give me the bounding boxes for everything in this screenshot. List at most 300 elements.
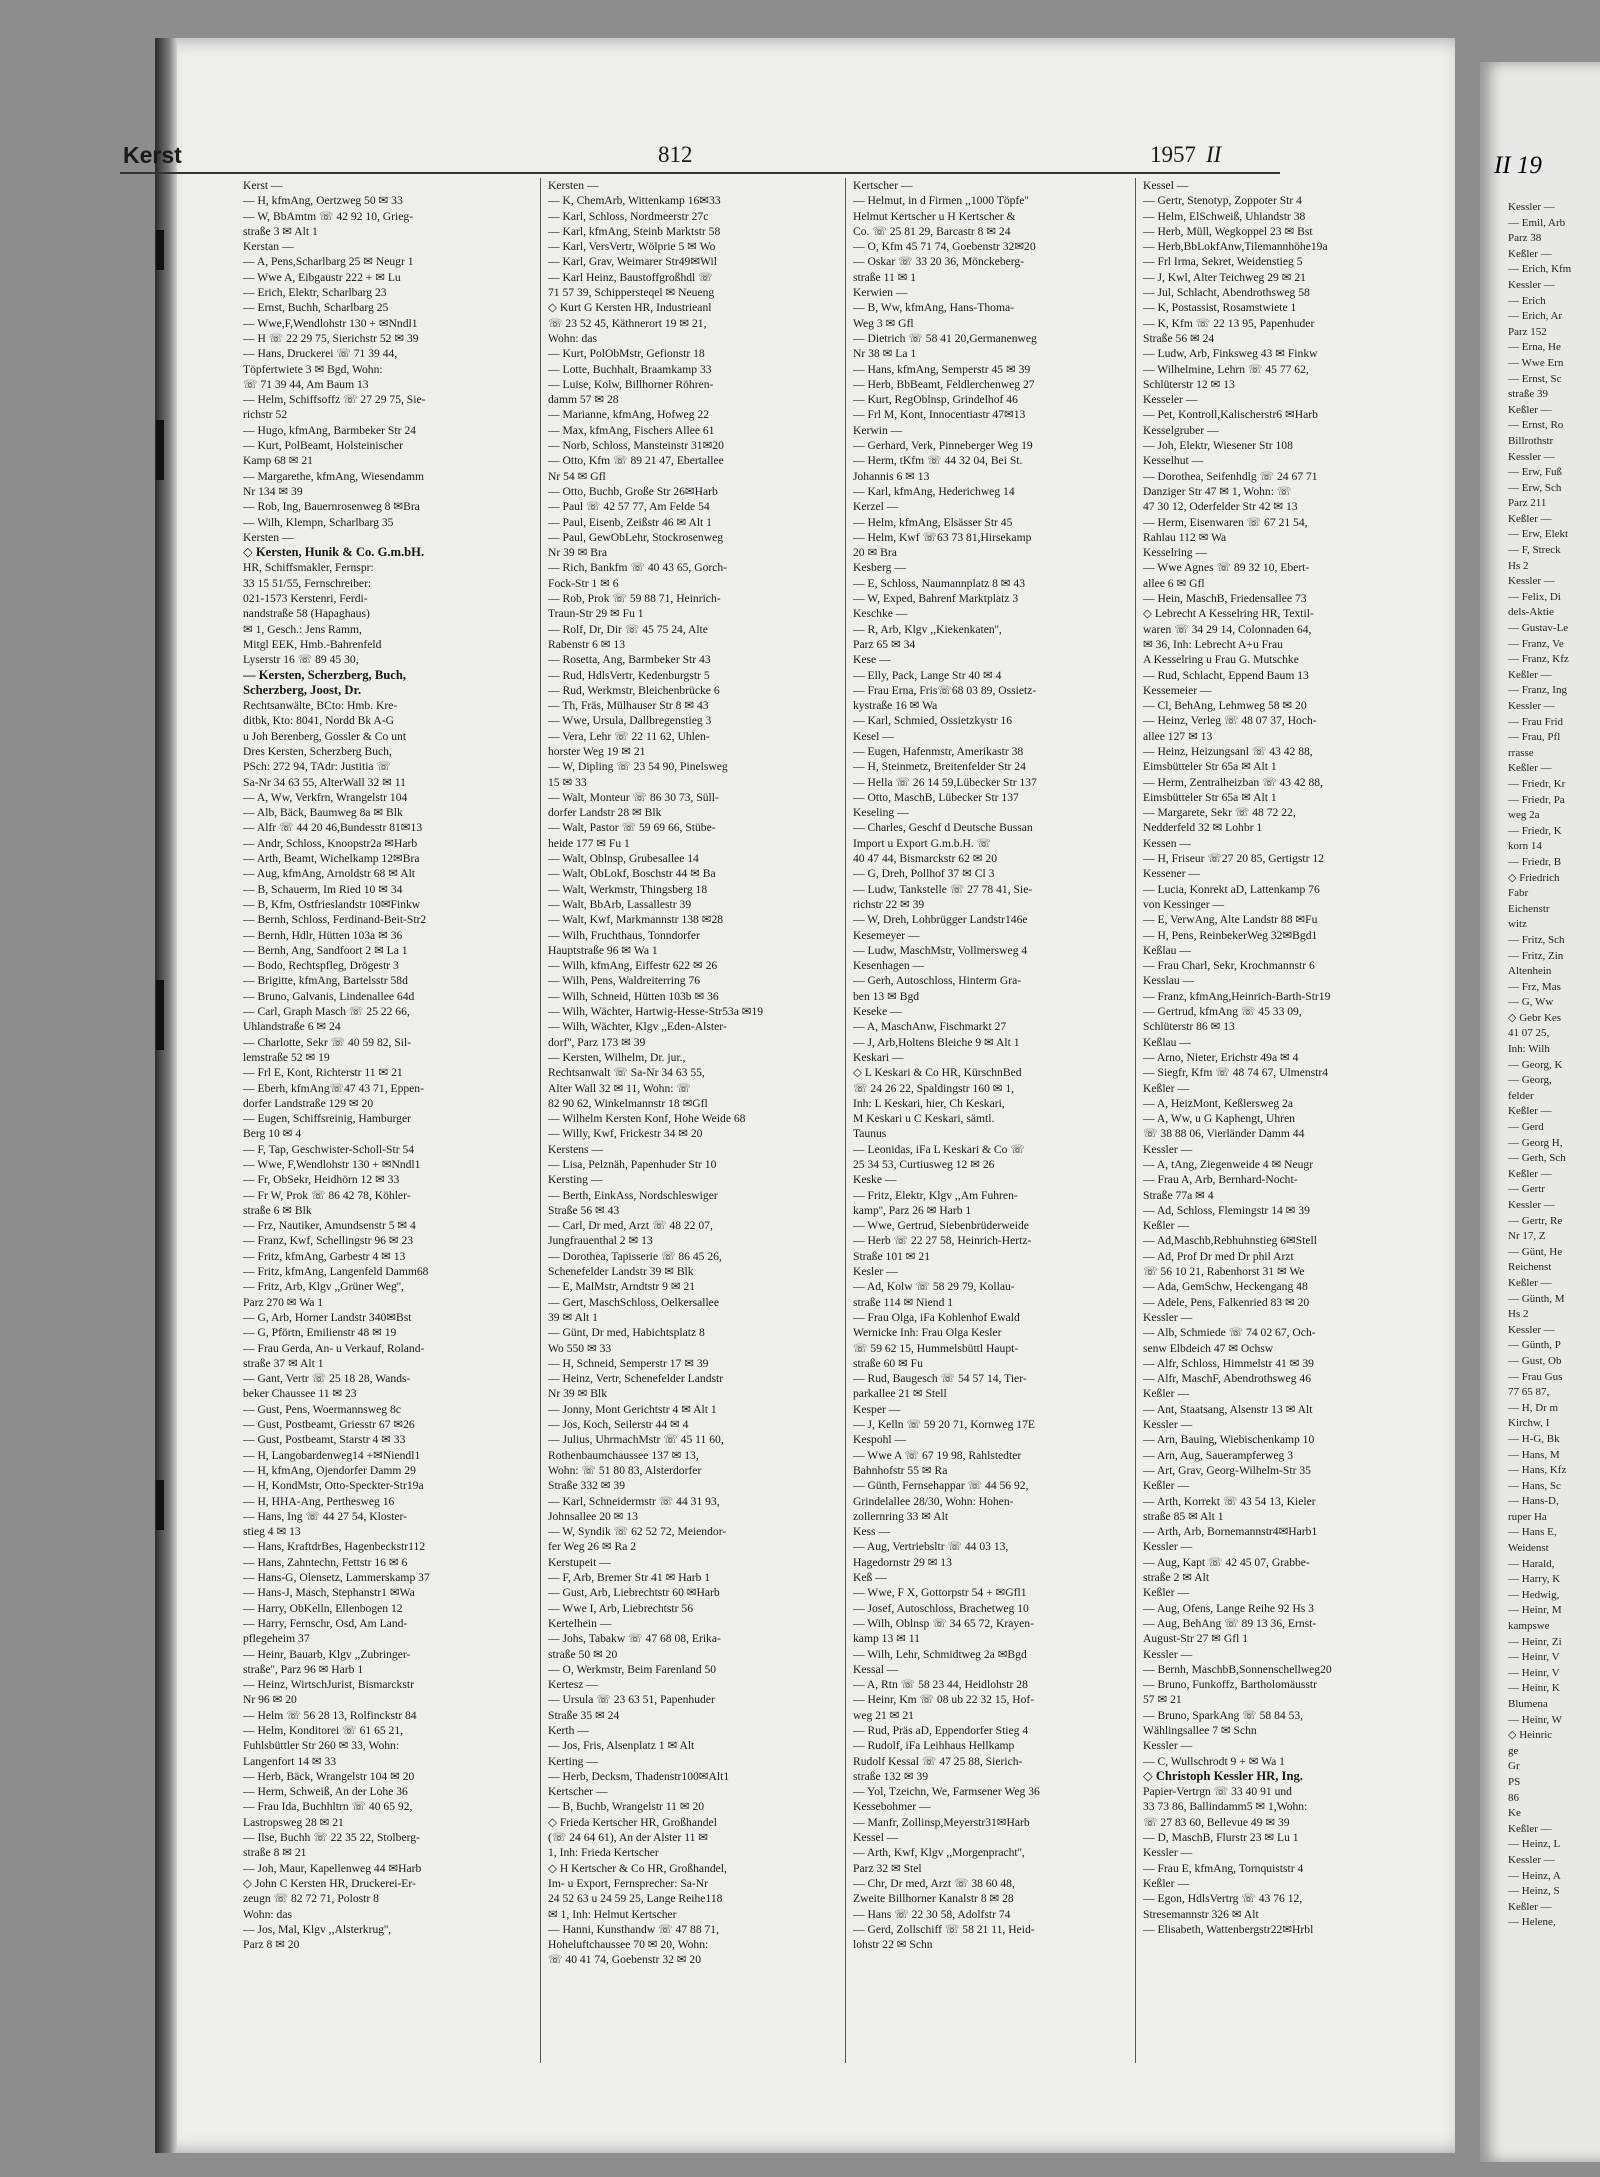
column-divider [1135,178,1136,2063]
entry-line: — Bruno, Galvanis, Lindenallee 64d [243,989,415,1003]
binding-mark [156,420,164,480]
entry-line: 1, Inh: Frieda Kertscher [548,1846,659,1860]
entry-line: — Ernst, Buchh, Scharlbarg 25 [243,301,389,315]
entry-line: Kerting — [548,1754,598,1768]
entry-line: — Fritz, Elektr, Klgv ,,Am Fuhren- [853,1188,1018,1202]
entry-line: — Manfr, Zollinsp,Meyerstr31✉Harb [853,1815,1030,1829]
entry-line: straße 8 ✉ 21 [243,1846,307,1860]
entry-line: Kerst — [243,179,283,192]
year: 1957 [1150,142,1196,167]
entry-line: kystraße 16 ✉ Wa [853,699,938,713]
adjacent-entry-line: ◇ Gebr Kes [1508,1011,1562,1024]
entry-line: Nr 134 ✉ 39 [243,484,303,498]
entry-line: straße 60 ✉ Fu [853,1356,923,1370]
entry-line: — F, Tap, Geschwister-Scholl-Str 54 [243,1142,415,1156]
entry-line: — Herb, Decksm, Thadenstr100✉Alt1 [548,1769,730,1783]
entry-line: — K, Kfm ☏ 22 13 95, Papenhuder [1143,316,1315,330]
adjacent-entry-line: Eichenstr [1508,902,1550,915]
entry-line: — Paul ☏ 42 57 77, Am Felde 54 [548,500,710,514]
entry-line: — Arn, Aug, Sauerampferweg 3 [1143,1448,1294,1462]
entry-line: ✉ 36, Inh: Lebrecht A+u Frau [1143,637,1283,651]
entry-line: — Frl E, Kont, Richterstr 11 ✉ 21 [243,1066,403,1080]
entry-line: — Fritz, Arb, Klgv ,,Grüner Weg'', [243,1280,404,1294]
entry-line: — Wilh, Wächter, Klgv ,,Eden-Alster- [548,1020,727,1034]
entry-line: — Hanni, Kunsthandw ☏ 47 88 71, [548,1922,720,1936]
entry-line: Parz 270 ✉ Wa 1 [243,1295,324,1309]
adjacent-entry-line: — Wwe Ern [1508,356,1564,369]
entry-line: — Karl, Schloss, Nordmeerstr 27c [548,209,709,223]
page-binding [155,38,177,2153]
entry-line: Wohn: das [548,331,597,345]
entry-line: — Arn, Bauing, Wiebischenkamp 10 [1143,1433,1315,1447]
entry-line: — Julius, UhrmachMstr ☏ 45 11 60, [548,1433,724,1447]
entry-line: — Frau Ida, Buchhltrn ☏ 40 65 92, [243,1800,413,1814]
entry-line: Kessener — [1143,867,1200,881]
entry-line: — Wwe, Ursula, Dallbregenstieg 3 [548,714,712,728]
adjacent-entry-line: 77 65 87, [1508,1386,1550,1399]
adjacent-entry-line: — Heinr, M [1508,1604,1562,1617]
adjacent-entry-line: — Erw, Fuß [1508,466,1562,479]
entry-line: waren ☏ 34 29 14, Colonnaden 64, [1143,622,1312,636]
entry-line: — H, kfmAng, Oertzweg 50 ✉ 33 [243,194,403,208]
entry-line: — Bodo, Rechtspfleg, Drögestr 3 [243,959,399,973]
entry-line: — Frau E, kfmAng, Tornquiststr 4 [1143,1861,1304,1875]
entry-line: — Walt, Oblnsp, Grubesallee 14 [548,852,699,866]
entry-line: Kessler — [1143,1540,1193,1554]
entry-line: — B, Schauerm, Im Ried 10 ✉ 34 [243,882,403,896]
entry-line: Kessler — [1143,1418,1193,1432]
entry-line: — Kersten, Wilhelm, Dr. jur., [548,1050,686,1064]
entry-line: — Jos, Mal, Klgv ,,Alsterkrug'', [243,1922,392,1936]
entry-line: senw Elbdeich 47 ✉ Ochsw [1143,1341,1274,1355]
adjacent-entry-line: — Erna, He [1508,341,1561,354]
entry-line: — Otto, MaschB, Lübecker Str 137 [853,790,1019,804]
entry-line: ditbk, Kto: 8041, Nordd Bk A-G [243,714,395,728]
entry-line: — Hein, MaschB, Friedensallee 73 [1143,592,1307,606]
entry-line: Kerstens — [548,1142,604,1156]
entry-line: Inh: L Keskari, hier, Ch Keskari, [853,1096,1005,1110]
entry-line: — Helm, kfmAng, Elsässer Str 45 [853,515,1013,529]
entry-line: Mitgl EEK, Hmb.-Bahrenfeld [243,637,382,651]
entry-line: Uhlandstraße 6 ✉ 24 [243,1020,341,1034]
entry-line: — Rud, Baugesch ☏ 54 57 14, Tier- [853,1372,1027,1386]
adjacent-entry-line: — Erich, Ar [1508,310,1563,323]
adjacent-entry-line: — Harry, K [1508,1573,1561,1586]
entry-line: — Ada, GemSchw, Heckengang 48 [1143,1280,1308,1294]
entry-line: — Kersten, Scherzberg, Buch, [243,667,406,682]
entry-line: — Egon, HdlsVertrg ☏ 43 76 12, [1143,1892,1303,1906]
entry-line: — C, Wullschrodt 9 + ✉ Wa 1 [1143,1754,1285,1768]
entry-line: Rechtsanwälte, BCto: Hmb. Kre- [243,699,398,713]
entry-line: 39 ✉ Alt 1 [548,1310,598,1324]
adjacent-entry-line: weg 2a [1508,809,1540,822]
entry-line: ben 13 ✉ Bgd [853,989,920,1003]
adjacent-entry-line: Kessler — [1508,201,1555,213]
entry-line: — A, tAng, Ziegenweide 4 ✉ Neugr [1143,1158,1314,1171]
adjacent-entry-line: Kessler — [1508,278,1555,291]
entry-line: — Harry, ObKelln, Ellenbogen 12 [243,1601,403,1615]
entry-line: — B, Kfm, Ostfrieslandstr 10✉Finkw [243,897,421,911]
entry-line: — Walt, Kwf, Markmannstr 138 ✉28 [548,913,724,927]
entry-line: — Franz, kfmAng,Heinrich-Barth-Str19 [1143,989,1331,1003]
entry-line: ◇ Christoph Kessler HR, Ing. [1143,1768,1303,1783]
entry-line: — Bernh, Schloss, Ferdinand-Beit-Str2 [243,913,427,927]
adjacent-entry-line: — Friedr, Kr [1508,777,1566,790]
entry-line: — Berth, EinkAss, Nordschleswiger [548,1188,718,1202]
entry-line: — Jos, Fris, Alsenplatz 1 ✉ Alt [548,1739,695,1753]
adjacent-entry-line: felder [1508,1089,1534,1102]
entry-line: Kesenhagen — [853,959,925,973]
adjacent-entry-line: — Heinr, Zi [1508,1635,1562,1648]
entry-line: — G, Dreh, Pollhof 37 ✉ Cl 3 [853,867,995,881]
entry-line: 57 ✉ 21 [1143,1693,1182,1707]
entry-line: Johannis 6 ✉ 13 [853,469,930,483]
entry-line: Alter Wall 32 ✉ 11, Wohn: ☏ [548,1081,691,1095]
entry-line: Nr 39 ✉ Bra [548,546,607,560]
entry-line: Schlüterstr 12 ✉ 13 [1143,377,1235,391]
entry-line: — Rosetta, Ang, Barmbeker Str 43 [548,653,711,667]
adjacent-entry-line: Keßler — [1508,668,1552,681]
entry-line: Kesselring — [1143,546,1208,560]
entry-line: — Margarethe, kfmAng, Wiesendamm [243,469,425,483]
entry-line: — O, Werkmstr, Beim Farenland 50 [548,1662,717,1676]
adjacent-entry-line: — Georg H, [1508,1136,1563,1149]
adjacent-entry-line: witz [1508,918,1527,931]
entry-line: Schenefelder Landstr 39 ✉ Blk [548,1265,694,1279]
entry-line: — Brigitte, kfmAng, Bartelsstr 58d [243,974,408,988]
entry-line: — Walt, Monteur ☏ 86 30 73, Süll- [548,790,719,804]
entry-line: — Harry, Fernschr, Osd, Am Land- [243,1616,408,1630]
entry-line: — Jos, Koch, Seilerstr 44 ✉ 4 [548,1418,689,1432]
entry-line: — B, Buchb, Wrangelstr 11 ✉ 20 [548,1800,705,1814]
entry-line: — Frz, Nautiker, Amundsenstr 5 ✉ 4 [243,1219,416,1233]
entry-line: pflegeheim 37 [243,1632,310,1646]
entry-line: — Karl, kfmAng, Hederichweg 14 [853,484,1015,498]
adjacent-entry-line: — Heinz, L [1508,1838,1561,1851]
entry-line: Keschke — [853,607,908,621]
entry-line: Fuhlsbüttler Str 260 ✉ 33, Wohn: [243,1739,400,1753]
entry-line: Nr 54 ✉ Gfl [548,469,606,483]
entry-line: Eimsbütteler Str 65a ✉ Alt 1 [1143,760,1277,774]
adjacent-entry-line: — F, Streck [1508,544,1561,557]
adjacent-entry-line: — Heinr, K [1508,1682,1560,1695]
entry-line: ◇ L Keskari & Co HR, KürschnBed [853,1066,1022,1080]
adjacent-entry-line: Parz 211 [1508,497,1547,510]
entry-line: — Arth, Arb, Bornemannstr4✉Harb1 [1143,1525,1318,1539]
entry-line: — Fritz, kfmAng, Langenfeld Damm68 [243,1265,429,1279]
adjacent-entry-line: ◇ Friedrich [1508,871,1560,884]
entry-line: — Josef, Autoschloss, Brachetweg 10 [853,1601,1029,1615]
adjacent-entry-line: — Gustav-Le [1508,622,1569,635]
entry-line: lohstr 22 ✉ Schn [853,1938,933,1952]
entry-line: — Wilhelm Kersten Konf, Hohe Weide 68 [548,1112,746,1126]
entry-line: — Ad, Kolw ☏ 58 29 79, Kollau- [853,1280,1015,1294]
entry-line: — Arth, Kwf, Klgv ,,Morgenpracht'', [853,1846,1025,1860]
adjacent-entry-line: Blumena [1508,1698,1548,1710]
entry-line: — Hans, Zahntechn, Fettstr 16 ✉ 6 [243,1555,408,1569]
entry-line: Rudolf Kessal ☏ 47 25 88, Sierich- [853,1754,1023,1768]
entry-line: — Wilh, Oblnsp ☏ 34 65 72, Krayen- [853,1616,1034,1630]
entry-line: Jungfrauenthal 2 ✉ 13 [548,1234,653,1248]
adjacent-entry-line: — Erich, Kfm [1508,263,1572,276]
entry-line: — Ludw, Arb, Finksweg 43 ✉ Finkw [1143,347,1318,361]
entry-line: — Gust, Postbeamt, Griesstr 67 ✉26 [243,1418,415,1432]
entry-line: Keßler — [1143,1479,1190,1493]
entry-line: dorf'', Parz 173 ✉ 39 [548,1035,646,1049]
binding-mark [156,980,164,1050]
entry-line: Parz 32 ✉ Stel [853,1861,922,1875]
entry-line: — H, Pens, ReinbekerWeg 32✉Bgd1 [1143,928,1318,942]
entry-line: Straße 332 ✉ 39 [548,1479,626,1493]
entry-line: Kesper — [853,1402,901,1416]
entry-line: dorfer Landstraße 129 ✉ 20 [243,1096,374,1110]
adjacent-entry-line: — Frau Frid [1508,715,1563,728]
adjacent-entry-line: Keßler — [1508,1276,1552,1289]
entry-line: — E, MalMstr, Arndtstr 9 ✉ 21 [548,1280,696,1294]
entry-line: — Rud, HdlsVertr, Kedenburgstr 5 [548,668,710,682]
entry-line: — Aug, Kapt ☏ 42 45 07, Grabbe- [1143,1555,1310,1569]
adjacent-entry-line: — Gerd [1508,1121,1544,1134]
entry-line: Kess — [853,1525,891,1539]
entry-line: Stresemannstr 326 ✉ Alt [1143,1907,1259,1921]
entry-line: — Wwe A, Eibgaustr 222 + ✉ Lu [243,270,401,284]
entry-line: Wernicke Inh: Frau Olga Kesler [853,1326,1002,1340]
entry-line: Kessel — [853,1831,899,1845]
entry-line: Helmut Kertscher u H Kertscher & [853,209,1016,223]
adjacent-entry-line: — Erich [1508,294,1546,307]
entry-line: ◇ Kurt G Kersten HR, Industrieanl [548,301,712,315]
entry-line: Taunus [853,1127,887,1141]
entry-line: — Helm, ElSchweiß, Uhlandstr 38 [1143,209,1306,223]
entry-line: — Helm, Konditorei ☏ 61 65 21, [243,1723,404,1737]
entry-line: — Ludw, Tankstelle ☏ 27 78 41, Sie- [853,882,1033,896]
entry-line: Im- u Export, Fernsprecher: Sa-Nr [548,1876,709,1890]
entry-line: Keß — [853,1571,887,1585]
entry-line: — Bernh, MaschbB,Sonnenschellweg20 [1143,1662,1332,1676]
entry-line: — Alb, Schmiede ☏ 74 02 67, Och- [1143,1326,1316,1340]
entry-line: (☏ 24 64 61), An der Alster 11 ✉ [548,1831,708,1845]
entry-line: 40 47 44, Bismarckstr 62 ✉ 20 [853,852,997,866]
adjacent-entry-line: 41 07 25, [1508,1027,1550,1040]
adjacent-entry-line: Keßler — [1508,1167,1552,1180]
entry-line: Straße 56 ✉ 43 [548,1203,620,1217]
entry-line: — Karl, Grav, Weimarer Str49✉Wil [548,255,717,269]
entry-line: — Wwe Agnes ☏ 89 32 10, Ebert- [1143,561,1310,575]
entry-line: von Kessinger — [1143,897,1225,911]
entry-line: Straße 101 ✉ 21 [853,1249,931,1263]
entry-line: straße'', Parz 96 ✉ Harb 1 [243,1662,364,1676]
adjacent-entry-line: — Fritz, Zin [1508,949,1564,962]
entry-line: Hauptstraße 96 ✉ Wa 1 [548,943,658,957]
entry-line: — A, Ww, u G Kaphengt, Uhren [1143,1112,1295,1126]
entry-line: Grindelallee 28/30, Wohn: Hohen- [853,1494,1014,1508]
entry-line: — H, Steinmetz, Breitenfelder Str 24 [853,760,1026,774]
entry-line: — Günt, Dr med, Habichtsplatz 8 [548,1326,705,1340]
adjacent-entry-line: Hs 2 [1508,1308,1529,1321]
entry-line: — W, Exped, Bahrenf Marktplatz 3 [853,592,1019,606]
adjacent-entry-line: Nr 17, Z [1508,1230,1546,1243]
entry-line: Straße 77a ✉ 4 [1143,1188,1214,1202]
entry-line: — Arth, Korrekt ☏ 43 54 13, Kieler [1143,1494,1316,1508]
entry-line: HR, Schiffsmakler, Fernspr: [243,561,374,575]
entry-line: — Andr, Schloss, Knoopstr2a ✉Harb [243,836,418,850]
entry-line: — Hella ☏ 26 14 59,Lübecker Str 137 [853,775,1037,789]
entry-line: — Hugo, kfmAng, Barmbeker Str 24 [243,423,416,437]
adjacent-entry-line: — Hans, Sc [1508,1479,1561,1492]
adjacent-entry-line: — Felix, Di [1508,590,1561,603]
entry-line: Schlüterstr 86 ✉ 13 [1143,1020,1235,1034]
entry-line: — Ursula ☏ 23 63 51, Papenhuder [548,1693,715,1707]
entry-line: Kerstan — [243,240,294,254]
adjacent-entry-line: — Friedr, Pa [1508,793,1565,806]
entry-line: Kessler — [1143,1846,1193,1860]
entry-line: — Wilh, Pens, Waldreiterring 76 [548,974,701,988]
entry-line: Keßler — [1143,1876,1190,1890]
entry-line: Kesselhut — [1143,454,1204,468]
entry-line: Weg 3 ✉ Gfl [853,316,914,330]
entry-line: — Gert, MaschSchloss, Oelkersallee [548,1295,719,1309]
entry-line: Kessler — [1143,1142,1193,1156]
adjacent-entry-line: kampswe [1508,1620,1550,1633]
entry-line: — Helm, Schiffsoffz ☏ 27 29 75, Sie- [243,393,426,407]
entry-line: — Max, kfmAng, Fischers Allee 61 [548,423,715,437]
adjacent-page-header: II 19 [1494,152,1542,179]
adjacent-entry-line: 86 [1508,1791,1519,1804]
entry-line: — A, Rtn ☏ 58 23 44, Heidlohstr 28 [853,1678,1028,1692]
entry-line: Kessler — [1143,1739,1193,1753]
volume-number: II [1206,142,1222,167]
entry-line: — H, KondMstr, Otto-Speckter-Str19a [243,1479,424,1493]
entry-line: kamp'', Parz 26 ✉ Harb 1 [853,1203,972,1217]
entry-line: — Fr, ObSekr, Heidhörn 12 ✉ 33 [243,1173,400,1187]
entry-line: Fock-Str 1 ✉ 6 [548,576,619,590]
adjacent-entry-line: Keßler — [1508,1900,1552,1913]
adjacent-entry-line: Keßler — [1508,247,1552,260]
entry-line: — J, Kelln ☏ 59 20 71, Kornweg 17E [853,1418,1035,1432]
entry-line: Kersting — [548,1173,603,1187]
entry-line: ☏ 27 83 60, Bellevue 49 ✉ 39 [1143,1815,1290,1829]
adjacent-entry-line: — Franz, Kfz [1508,653,1569,666]
adjacent-entry-line: — Franz, Ing [1508,684,1567,697]
entry-line: ✉ 1, Gesch.: Jens Ramm, [243,622,362,636]
entry-line: Hoheluftchaussee 70 ✉ 20, Wohn: [548,1938,709,1952]
page-header-left: Kerst [123,142,182,168]
entry-line: — Ad,Maschb,Rebhuhnstieg 6✉Stell [1143,1234,1317,1248]
entry-line: — Bernh, Hdlr, Hütten 103a ✉ 36 [243,928,403,942]
entry-line: — Dietrich ☏ 58 41 20,Germanenweg [853,331,1037,345]
entry-line: Scherzberg, Joost, Dr. [243,682,362,697]
entry-line: — Lotte, Buchhalt, Braamkamp 33 [548,362,712,376]
adjacent-entry-line: — Heinr, W [1508,1713,1563,1726]
entry-line: ◇ Lebrecht A Kesselring HR, Textil- [1143,607,1314,621]
entry-line: — D, MaschB, Flurstr 23 ✉ Lu 1 [1143,1831,1299,1845]
entry-line: Kertesz — [548,1678,598,1692]
entry-line: — Yol, Tzeichn, We, Farmsener Weg 36 [853,1785,1040,1799]
entry-line: Co. ☏ 25 81 29, Barcastr 8 ✉ 24 [853,224,1011,238]
entry-line: ☏ 40 41 74, Goebenstr 32 ✉ 20 [548,1953,702,1967]
entry-line: — Herb, Müll, Wegkoppel 23 ✉ Bst [1143,224,1313,238]
entry-line: — Hans, Druckerei ☏ 71 39 44, [243,347,398,361]
entry-line: — Kurt, PolObMstr, Gefionstr 18 [548,347,705,361]
adjacent-entry-line: — Fritz, Sch [1508,933,1565,946]
entry-line: allee 6 ✉ Gfl [1143,576,1205,590]
entry-line: — H, Langobardenweg14 +✉Niendl1 [243,1448,421,1462]
entry-line: Wohn: ☏ 51 80 83, Alsterdorfer [548,1463,702,1477]
entry-line: — Helm, Kwf ☏63 73 81,Hirsekamp [853,530,1032,544]
entry-line: richstr 22 ✉ 39 [853,897,925,911]
adjacent-entry-line: — Gertr, Re [1508,1214,1563,1227]
entry-line: weg 21 ✉ 21 [853,1708,914,1722]
entry-line: M Keskari u C Keskari, sämtl. [853,1112,995,1126]
adjacent-entry-line: — Helene, [1508,1916,1556,1929]
entry-line: Kesberg — [853,561,906,575]
adjacent-entry-line: Fabr [1508,887,1529,900]
entry-line: — Karl, Schneidermstr ☏ 44 31 93, [548,1494,720,1508]
adjacent-entry-line: PS [1508,1775,1521,1788]
entry-line: — Kurt, PolBeamt, Holsteinischer [243,439,404,453]
entry-line: — Otto, Kfm ☏ 89 21 47, Ebertallee [548,454,724,468]
header-rule [120,172,1280,174]
entry-line: — Eugen, Schiffsreinig, Hamburger [243,1112,411,1126]
adjacent-entry-line: Keßler — [1508,1822,1552,1835]
entry-line: — Wwe A ☏ 67 19 98, Rahlstedter [853,1448,1022,1462]
entry-line: — Bruno, Funkoffz, Bartholomäusstr [1143,1678,1318,1692]
adjacent-entry-line: — Harald, [1508,1557,1555,1570]
entry-line: — Ludw, MaschMstr, Vollmersweg 4 [853,943,1028,957]
entry-line: — Johs, Tabakw ☏ 47 68 08, Erika- [548,1632,721,1646]
adjacent-entry-line: — Gertr [1508,1183,1545,1196]
adjacent-entry-line: Parz 152 [1508,325,1547,338]
entry-line: — Kurt, RegOblnsp, Grindelhof 46 [853,393,1018,407]
entry-line: — G, Arb, Horner Landstr 340✉Bst [243,1310,412,1324]
entry-line: — Carl, Graph Masch ☏ 25 22 66, [243,1005,410,1019]
entry-line: dorfer Landstr 28 ✉ Blk [548,806,662,820]
entry-line: Keßler — [1143,1387,1190,1401]
entry-line: — B, Ww, kfmAng, Hans-Thoma- [853,301,1014,315]
column-3 [853,178,1143,1952]
entry-line: Eimsbütteler Str 65a ✉ Alt 1 [1143,790,1277,804]
entry-line: Kerth — [548,1723,589,1737]
entry-line: — Helm ☏ 56 28 13, Rolfinckstr 84 [243,1708,417,1722]
adjacent-entry-line: — Hedwig, [1508,1588,1560,1601]
entry-line: — Franz, Kwf, Schellingstr 96 ✉ 23 [243,1234,414,1248]
entry-line: — Jonny, Mont Gerichtstr 4 ✉ Alt 1 [548,1402,717,1416]
entry-line: — Günth, Fernsehappar ☏ 44 56 92, [853,1479,1029,1493]
entry-line: — Arth, Beamt, Wichelkamp 12✉Bra [243,852,420,866]
entry-line: straße 2 ✉ Alt [1143,1571,1210,1585]
entry-line: — Hans, kfmAng, Semperstr 45 ✉ 39 [853,362,1031,376]
entry-line: Bahnhofstr 55 ✉ Ra [853,1463,948,1477]
entry-line: — Herm, Zentralheizban ☏ 43 42 88, [1143,775,1323,789]
entry-line: Kamp 68 ✉ 21 [243,454,313,468]
entry-line: — Alfr, MaschF, Abendrothsweg 46 [1143,1372,1311,1386]
entry-line: Kerwin — [853,423,903,437]
adjacent-entry-line: — Gerh, Sch [1508,1152,1566,1165]
adjacent-entry-line: — Frau Gus [1508,1370,1563,1383]
entry-line: 33 15 51/55, Fernschreiber: [243,576,372,590]
entry-line: Kessemeier — [1143,683,1212,697]
entry-line: — Ilse, Buchh ☏ 22 35 22, Stolberg- [243,1831,420,1845]
entry-line: — W, Syndik ☏ 62 52 72, Meiendor- [548,1525,727,1539]
entry-line: heide 177 ✉ Fu 1 [548,836,630,850]
entry-line: — Alfr, Schloss, Himmelstr 41 ✉ 39 [1143,1356,1314,1370]
adjacent-entry-line: — Heinr, V [1508,1666,1560,1679]
entry-line: — Wwe, F,Wendlohstr 130 + ✉Nndl1 [243,1158,421,1171]
entry-line: — Karl Heinz, Baustoffgroßhdl ☏ [548,270,713,284]
entry-line: — Heinz, Vertr, Schenefelder Landstr [548,1372,724,1386]
adjacent-entry-line: Kirchw, I [1508,1417,1550,1430]
adjacent-entry-line: ge [1508,1744,1519,1757]
